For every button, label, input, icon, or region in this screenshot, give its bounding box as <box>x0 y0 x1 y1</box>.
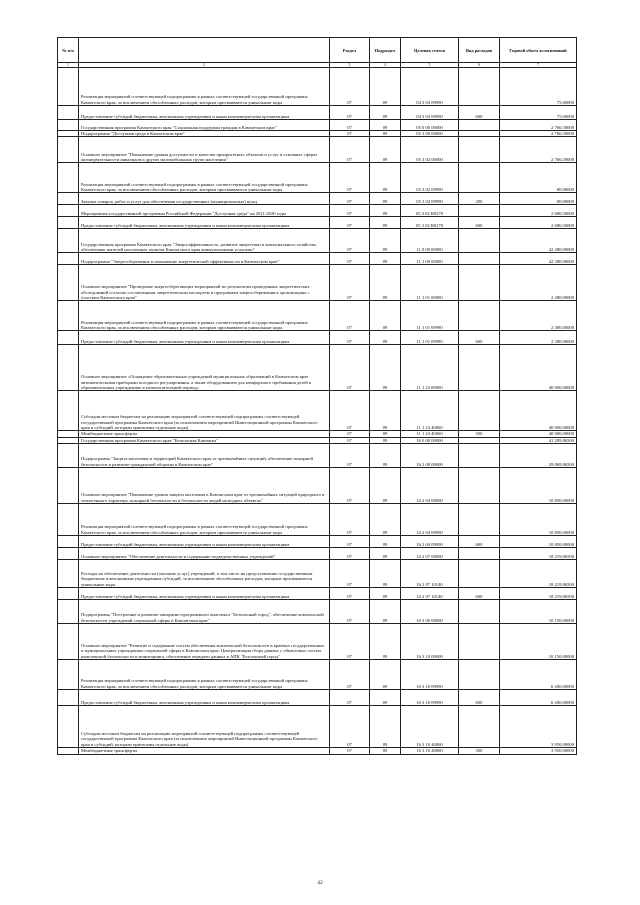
cell-podrazdel: 09 <box>370 431 401 437</box>
cell-expense-type <box>459 253 500 265</box>
cell-podrazdel: 09 <box>370 301 401 331</box>
cell-num <box>58 120 79 131</box>
cell-razdel: 07 <box>330 345 370 391</box>
cell-annual-volume: 3 950,00000 <box>500 748 577 754</box>
column-index: 7 <box>500 63 577 68</box>
cell-name: Подпрограмма "Защита населения и территорий Камчатского края от чрезвычайных ситуаций, обеспечение пожарной безопасности и развитие гражданской обороны в Камчатском крае" <box>79 444 330 468</box>
cell-target-article: 11 1 01 09990 <box>401 301 459 331</box>
cell-expense-type <box>459 548 500 560</box>
cell-annual-volume: 18 219,86500 <box>500 588 577 600</box>
cell-target-article: 11 1 23 40060 <box>401 391 459 431</box>
cell-razdel: 07 <box>330 137 370 163</box>
cell-podrazdel: 09 <box>370 660 401 690</box>
budget-allocation-table <box>57 37 577 755</box>
cell-target-article: 16 3 10 40060 <box>401 748 459 754</box>
cell-name: Основное мероприятие «Оснащение образовательных учреждений муниципальных образований в Камчатском крае автоматическими приборами погодного регулирования, а также оборудованием для комфортного пребывания детей в образовательных учреждениях в межотопительный период» <box>79 345 330 391</box>
table-row <box>58 301 577 331</box>
cell-name: Расходы на обеспечение деятельности (оказание услуг) учреждений, в том числе на предоставление государственным бюджетным и автономным учреждениям субсидий, за исключением обособленных расходов, которым присваиваются уникальные коды <box>79 560 330 588</box>
table-row <box>58 748 577 754</box>
cell-num <box>58 68 79 106</box>
header-expense-type: Вид расходов <box>459 38 500 63</box>
cell-num <box>58 690 79 706</box>
table-row <box>58 120 577 131</box>
page-number: 42 <box>317 880 323 886</box>
column-index: 4 <box>370 63 401 68</box>
cell-name: Подпрограмма "Доступная среда в Камчатском крае" <box>79 131 330 137</box>
table-row <box>58 468 577 504</box>
cell-target-article: 16 2 04 09990 <box>401 536 459 548</box>
cell-podrazdel: 09 <box>370 205 401 217</box>
cell-num <box>58 624 79 660</box>
table-row <box>58 600 577 624</box>
cell-podrazdel: 09 <box>370 193 401 205</box>
cell-podrazdel: 09 <box>370 137 401 163</box>
cell-target-article: 11 0 00 00000 <box>401 229 459 253</box>
cell-expense-type <box>459 265 500 301</box>
table-row <box>58 588 577 600</box>
cell-num <box>58 331 79 345</box>
cell-expense-type <box>459 560 500 588</box>
cell-expense-type <box>459 163 500 193</box>
cell-annual-volume: 2 686,50000 <box>500 205 577 217</box>
cell-expense-type <box>459 468 500 504</box>
cell-target-article: 04 3 03 09990 <box>401 106 459 120</box>
cell-podrazdel: 09 <box>370 391 401 431</box>
table-body <box>58 68 577 755</box>
cell-annual-volume: 2 380,00000 <box>500 301 577 331</box>
cell-razdel: 07 <box>330 560 370 588</box>
header-razdel: Раздел <box>330 38 370 63</box>
cell-expense-type: 600 <box>459 690 500 706</box>
cell-razdel: 07 <box>330 444 370 468</box>
cell-target-article: 16 3 10 00000 <box>401 624 459 660</box>
cell-name: Государственная программа Камчатского края "Социальная поддержка граждан в Камчатском крае" <box>79 120 330 131</box>
cell-razdel: 07 <box>330 690 370 706</box>
cell-num <box>58 217 79 229</box>
cell-num <box>58 345 79 391</box>
cell-annual-volume: 80,00000 <box>500 193 577 205</box>
table-row <box>58 265 577 301</box>
cell-podrazdel: 09 <box>370 345 401 391</box>
column-index: 6 <box>459 63 500 68</box>
cell-name: Закупка товаров, работ и услуг для обеспечения государственных (муниципальных) нужд <box>79 193 330 205</box>
cell-expense-type <box>459 68 500 106</box>
cell-podrazdel: 09 <box>370 265 401 301</box>
cell-expense-type <box>459 624 500 660</box>
budget-table-sheet <box>57 37 576 755</box>
cell-razdel: 07 <box>330 536 370 548</box>
cell-expense-type <box>459 706 500 748</box>
cell-razdel: 07 <box>330 588 370 600</box>
cell-name: Предоставление субсидий бюджетным, автономным учреждениям и иным некоммерческим организациям <box>79 536 330 548</box>
cell-name: Предоставление субсидий бюджетным, автономным учреждениям и иным некоммерческим организациям <box>79 331 330 345</box>
cell-annual-volume: 10 150,00000 <box>500 624 577 660</box>
cell-num <box>58 504 79 536</box>
header-num: № п/п <box>58 38 79 63</box>
cell-annual-volume: 40 000,00000 <box>500 345 577 391</box>
cell-podrazdel: 09 <box>370 548 401 560</box>
cell-razdel: 07 <box>330 431 370 437</box>
cell-expense-type <box>459 229 500 253</box>
cell-name: Реализация мероприятий соответствующей подпрограммы в рамках соответствующей государственной программы Камчатского края, за исключением обособленных расходов, которым присваиваются уникальные коды <box>79 660 330 690</box>
cell-razdel: 07 <box>330 301 370 331</box>
table-row <box>58 660 577 690</box>
cell-target-article: 05 3 00 00000 <box>401 131 459 137</box>
cell-podrazdel: 09 <box>370 253 401 265</box>
cell-razdel: 07 <box>330 229 370 253</box>
cell-razdel: 07 <box>330 504 370 536</box>
cell-podrazdel: 09 <box>370 560 401 588</box>
cell-annual-volume: 2 686,50000 <box>500 217 577 229</box>
cell-podrazdel: 09 <box>370 624 401 660</box>
table-row <box>58 560 577 588</box>
cell-podrazdel: 09 <box>370 536 401 548</box>
cell-target-article: 11 1 01 00000 <box>401 265 459 301</box>
header-annual-volume: Годовой объем ассигнований <box>500 38 577 63</box>
cell-razdel: 07 <box>330 391 370 431</box>
cell-num <box>58 265 79 301</box>
cell-annual-volume: 3 950,00000 <box>500 706 577 748</box>
cell-expense-type <box>459 205 500 217</box>
cell-target-article: 11 1 01 09990 <box>401 331 459 345</box>
cell-name: Основное мероприятие "Повышение уровня доступности и качества приоритетных объектов и услуг в основных сферах жизнедеятельности инвалидов и других маломобильных групп населения" <box>79 137 330 163</box>
cell-num <box>58 229 79 253</box>
cell-num <box>58 391 79 431</box>
cell-target-article: 05 3 02 R0270 <box>401 205 459 217</box>
cell-target-article: 16 2 04 09990 <box>401 504 459 536</box>
table-row <box>58 624 577 660</box>
cell-podrazdel: 09 <box>370 444 401 468</box>
cell-annual-volume: 2 766,50000 <box>500 131 577 137</box>
cell-annual-volume: 75,00000 <box>500 106 577 120</box>
table-row <box>58 444 577 468</box>
cell-razdel: 07 <box>330 660 370 690</box>
cell-razdel: 07 <box>330 331 370 345</box>
cell-target-article: 16 3 10 09990 <box>401 660 459 690</box>
cell-expense-type: 600 <box>459 588 500 600</box>
cell-expense-type: 500 <box>459 748 500 754</box>
table-row <box>58 345 577 391</box>
table-row <box>58 253 577 265</box>
cell-podrazdel: 09 <box>370 331 401 345</box>
cell-num <box>58 137 79 163</box>
table-row <box>58 548 577 560</box>
cell-target-article: 11 1 00 00000 <box>401 253 459 265</box>
cell-annual-volume: 41 289,86500 <box>500 437 577 443</box>
cell-razdel: 07 <box>330 437 370 443</box>
cell-annual-volume: 29 069,86500 <box>500 444 577 468</box>
cell-annual-volume: 75,00000 <box>500 68 577 106</box>
cell-target-article: 16 2 07 10140 <box>401 560 459 588</box>
cell-num <box>58 253 79 265</box>
cell-podrazdel: 09 <box>370 68 401 106</box>
cell-name: Основное мероприятие "Повышение уровня защиты населения в Камчатском крае от чрезвычайных ситуаций природного и техногенного характера, пожарной безопасности и безопасности людей на водных объектах" <box>79 468 330 504</box>
cell-target-article: 04 3 03 09990 <box>401 68 459 106</box>
cell-expense-type: 600 <box>459 217 500 229</box>
cell-annual-volume: 10 850,00000 <box>500 468 577 504</box>
cell-name: Субсидии местным бюджетам на реализацию мероприятий соответствующей подпрограммы соответствующей государственной программы Камчатского края (за исключением мероприятий Инвестиционной программы Камчатского края и субсидий, которым присвоены отдельные коды) <box>79 706 330 748</box>
cell-name: Подпрограмма "Построение и развитие аппаратно-программного комплекса "Безопасный город", обеспечение комплексной безопасности учреждений социальной сферы в Камчатском крае" <box>79 600 330 624</box>
table-row <box>58 690 577 706</box>
cell-expense-type <box>459 504 500 536</box>
cell-expense-type: 600 <box>459 536 500 548</box>
cell-expense-type: 500 <box>459 431 500 437</box>
cell-name: Предоставление субсидий бюджетным, автономным учреждениям и иным некоммерческим организациям <box>79 588 330 600</box>
cell-name: Межбюджетные трансферты <box>79 431 330 437</box>
cell-name: Мероприятия государственной программы Российской Федерации "Доступная среда" на 2011-2020 годы <box>79 205 330 217</box>
cell-razdel: 07 <box>330 468 370 504</box>
cell-razdel: 07 <box>330 68 370 106</box>
cell-target-article: 05 3 02 09990 <box>401 193 459 205</box>
cell-num <box>58 205 79 217</box>
table-row <box>58 706 577 748</box>
cell-podrazdel: 09 <box>370 468 401 504</box>
cell-num <box>58 536 79 548</box>
table-row <box>58 229 577 253</box>
cell-razdel: 07 <box>330 217 370 229</box>
header-podrazdel: Подраздел <box>370 38 401 63</box>
cell-num <box>58 444 79 468</box>
cell-podrazdel: 09 <box>370 163 401 193</box>
cell-annual-volume: 10 150,00000 <box>500 600 577 624</box>
cell-expense-type <box>459 391 500 431</box>
column-index: 3 <box>330 63 370 68</box>
cell-name: Реализация мероприятий соответствующей подпрограммы в рамках соответствующей государственной программы Камчатского края, за исключением обособленных расходов, которым присваиваются уникальные коды <box>79 504 330 536</box>
cell-name: Основное мероприятие "Проведение энергосберегающих мероприятий по результатам проведенных энергетических обследований согласно составленным энергетическим паспортам и программам энергосбережения в организациях с участием Камчатского края" <box>79 265 330 301</box>
table-row <box>58 137 577 163</box>
cell-name: Реализация мероприятий соответствующей подпрограммы в рамках соответствующей государственной программы Камчатского края, за исключением обособленных расходов, которым присваиваются уникальные коды <box>79 163 330 193</box>
cell-annual-volume: 2 766,50000 <box>500 137 577 163</box>
cell-name: Субсидии местным бюджетам на реализацию мероприятий соответствующей подпрограммы соответствующей государственной программы Камчатского края (за исключением мероприятий Инвестиционной программы Камчатского края и субсидий, которым присвоены отдельные коды) <box>79 391 330 431</box>
cell-podrazdel: 09 <box>370 588 401 600</box>
header-target-article: Целевая статья <box>401 38 459 63</box>
cell-target-article: 16 0 00 00000 <box>401 437 459 443</box>
cell-name: Межбюджетные трансферты <box>79 748 330 754</box>
cell-num <box>58 600 79 624</box>
cell-podrazdel: 09 <box>370 706 401 748</box>
cell-annual-volume: 2 380,00000 <box>500 265 577 301</box>
cell-annual-volume: 18 219,86500 <box>500 560 577 588</box>
cell-name: Предоставление субсидий бюджетным, автономным учреждениям и иным некоммерческим организациям <box>79 217 330 229</box>
cell-podrazdel: 09 <box>370 229 401 253</box>
cell-target-article: 05 3 02 09990 <box>401 163 459 193</box>
cell-razdel: 07 <box>330 265 370 301</box>
cell-target-article: 05 3 02 R0270 <box>401 217 459 229</box>
cell-expense-type: 600 <box>459 106 500 120</box>
cell-expense-type <box>459 137 500 163</box>
table-row <box>58 391 577 431</box>
cell-razdel: 07 <box>330 193 370 205</box>
cell-expense-type <box>459 660 500 690</box>
cell-expense-type <box>459 444 500 468</box>
cell-num <box>58 106 79 120</box>
cell-annual-volume: 2 380,00000 <box>500 331 577 345</box>
cell-name: Основное мероприятие "Обеспечение деятельности и содержание подведомственных учреждений" <box>79 548 330 560</box>
cell-target-article: 16 3 10 40060 <box>401 706 459 748</box>
cell-name: Государственная программа Камчатского края "Энергоэффективность, развитие энергетики и коммунального хозяйства, обеспечение жителей населенных пунктов Камчатского края коммунальными услугами" <box>79 229 330 253</box>
table-row <box>58 217 577 229</box>
cell-expense-type <box>459 345 500 391</box>
table-row <box>58 106 577 120</box>
cell-expense-type <box>459 600 500 624</box>
cell-podrazdel: 09 <box>370 600 401 624</box>
cell-expense-type: 600 <box>459 331 500 345</box>
cell-target-article: 16 2 07 10140 <box>401 588 459 600</box>
cell-razdel: 07 <box>330 120 370 131</box>
cell-name: Реализация мероприятий соответствующей подпрограммы в рамках соответствующей государственной программы Камчатского края, за исключением обособленных расходов, которым присваиваются уникальные коды <box>79 68 330 106</box>
table-row <box>58 205 577 217</box>
cell-target-article: 05 0 00 00000 <box>401 120 459 131</box>
cell-annual-volume: 6 200,00000 <box>500 660 577 690</box>
cell-razdel: 07 <box>330 163 370 193</box>
cell-podrazdel: 09 <box>370 748 401 754</box>
cell-target-article: 11 1 23 00000 <box>401 345 459 391</box>
cell-target-article: 16 2 04 00000 <box>401 468 459 504</box>
cell-razdel: 07 <box>330 748 370 754</box>
cell-expense-type <box>459 120 500 131</box>
cell-num <box>58 660 79 690</box>
cell-name: Подпрограмма "Энергосбережение и повышение энергетической эффективности в Камчатском крае" <box>79 253 330 265</box>
cell-expense-type: 200 <box>459 193 500 205</box>
cell-annual-volume: 42 380,00000 <box>500 253 577 265</box>
cell-annual-volume: 6 200,00000 <box>500 690 577 706</box>
cell-num <box>58 706 79 748</box>
cell-podrazdel: 09 <box>370 437 401 443</box>
cell-num <box>58 163 79 193</box>
table-row <box>58 331 577 345</box>
column-index: 2 <box>79 63 330 68</box>
cell-podrazdel: 09 <box>370 690 401 706</box>
cell-annual-volume: 42 380,00000 <box>500 229 577 253</box>
cell-name: Государственная программа Камчатского края "Безопасная Камчатка" <box>79 437 330 443</box>
cell-razdel: 07 <box>330 205 370 217</box>
cell-razdel: 07 <box>330 131 370 137</box>
cell-num <box>58 748 79 754</box>
cell-num <box>58 468 79 504</box>
header-name <box>79 38 330 63</box>
cell-annual-volume: 10 850,00000 <box>500 504 577 536</box>
cell-podrazdel: 09 <box>370 120 401 131</box>
cell-annual-volume: 40 000,00000 <box>500 391 577 431</box>
table-row <box>58 163 577 193</box>
cell-target-article: 16 3 00 00000 <box>401 600 459 624</box>
table-row <box>58 68 577 106</box>
cell-razdel: 07 <box>330 624 370 660</box>
table-row <box>58 504 577 536</box>
cell-target-article: 16 2 00 00000 <box>401 444 459 468</box>
cell-podrazdel: 09 <box>370 217 401 229</box>
table-row <box>58 193 577 205</box>
cell-podrazdel: 09 <box>370 504 401 536</box>
cell-annual-volume: 10 850,00000 <box>500 536 577 548</box>
cell-razdel: 07 <box>330 253 370 265</box>
cell-expense-type <box>459 301 500 331</box>
cell-target-article: 05 3 02 00000 <box>401 137 459 163</box>
cell-num <box>58 588 79 600</box>
cell-num <box>58 560 79 588</box>
column-index: 5 <box>401 63 459 68</box>
cell-razdel: 07 <box>330 706 370 748</box>
cell-annual-volume: 80,00000 <box>500 163 577 193</box>
cell-annual-volume: 2 766,50000 <box>500 120 577 131</box>
cell-podrazdel: 09 <box>370 106 401 120</box>
cell-num <box>58 548 79 560</box>
cell-name: Предоставление субсидий бюджетным, автономным учреждениям и иным некоммерческим организациям <box>79 106 330 120</box>
cell-name: Реализация мероприятий соответствующей подпрограммы в рамках соответствующей государственной программы Камчатского края, за исключением обособленных расходов, которым присваиваются уникальные коды <box>79 301 330 331</box>
cell-annual-volume: 18 219,86500 <box>500 548 577 560</box>
cell-razdel: 07 <box>330 600 370 624</box>
cell-podrazdel: 09 <box>370 131 401 137</box>
cell-target-article: 16 2 07 00000 <box>401 548 459 560</box>
table-row <box>58 536 577 548</box>
cell-name: Предоставление субсидий бюджетным, автономным учреждениям и иным некоммерческим организациям <box>79 690 330 706</box>
cell-annual-volume: 40 000,00000 <box>500 431 577 437</box>
cell-num <box>58 193 79 205</box>
cell-name: Основное мероприятие "Развитие и содержание систем обеспечения комплексной безопасности в краевых государственных и муниципальных учреждениях социальной сферы в Камчатском крае. Централизация сбора данных с объектовых систем комплексной безопасности и мониторинга, обеспечение передачи данных в АПК "Безопасный город" <box>79 624 330 660</box>
cell-razdel: 07 <box>330 548 370 560</box>
cell-razdel: 07 <box>330 106 370 120</box>
cell-num <box>58 301 79 331</box>
column-index: 1 <box>58 63 79 68</box>
cell-target-article: 11 1 23 40060 <box>401 431 459 437</box>
cell-target-article: 16 3 10 09990 <box>401 690 459 706</box>
table-header-row <box>58 38 577 63</box>
